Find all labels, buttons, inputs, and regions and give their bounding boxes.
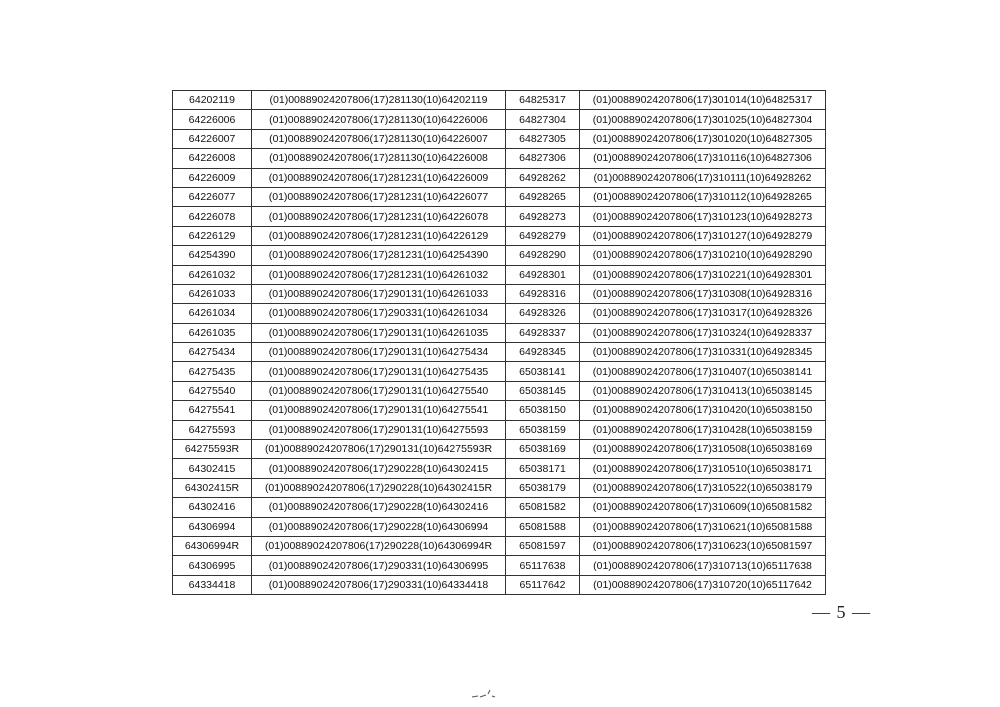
udi-code-right: (01)00889024207806(17)310317(10)64928326 <box>580 304 826 323</box>
item-number-left: 64254390 <box>173 246 252 265</box>
udi-code-left: (01)00889024207806(17)281231(10)64226077 <box>252 187 506 206</box>
table-row <box>173 575 826 594</box>
item-number-left: 64226006 <box>173 110 252 129</box>
udi-code-right: (01)00889024207806(17)310420(10)65038150 <box>580 401 826 420</box>
item-number-left: 64261035 <box>173 323 252 342</box>
item-number-right: 64928290 <box>506 246 580 265</box>
udi-code-right: (01)00889024207806(17)310331(10)64928345 <box>580 343 826 362</box>
table-row <box>173 187 826 206</box>
item-number-left: 64334418 <box>173 575 252 594</box>
table-row <box>173 284 826 303</box>
udi-code-right: (01)00889024207806(17)310324(10)64928337 <box>580 323 826 342</box>
item-number-right: 65117638 <box>506 556 580 575</box>
item-number-left: 64275593 <box>173 420 252 439</box>
item-number-left: 64306994 <box>173 517 252 536</box>
item-number-left: 64226077 <box>173 187 252 206</box>
table-row <box>173 226 826 245</box>
table-row <box>173 498 826 517</box>
udi-code-right: (01)00889024207806(17)310623(10)65081597 <box>580 536 826 555</box>
item-number-left: 64302415R <box>173 478 252 497</box>
item-number-right: 65117642 <box>506 575 580 594</box>
item-number-right: 64928279 <box>506 226 580 245</box>
table-row <box>173 129 826 148</box>
udi-code-left: (01)00889024207806(17)281130(10)64226007 <box>252 129 506 148</box>
item-number-right: 64827304 <box>506 110 580 129</box>
udi-code-left: (01)00889024207806(17)290228(10)64302415R <box>252 478 506 497</box>
udi-code-right: (01)00889024207806(17)310508(10)65038169 <box>580 440 826 459</box>
udi-code-right: (01)00889024207806(17)310428(10)65038159 <box>580 420 826 439</box>
table-row <box>173 517 826 536</box>
udi-code-right: (01)00889024207806(17)310713(10)65117638 <box>580 556 826 575</box>
item-number-right: 64928345 <box>506 343 580 362</box>
udi-code-right: (01)00889024207806(17)310221(10)64928301 <box>580 265 826 284</box>
udi-code-left: (01)00889024207806(17)281231(10)64261032 <box>252 265 506 284</box>
udi-code-right: (01)00889024207806(17)310621(10)65081588 <box>580 517 826 536</box>
udi-code-left: (01)00889024207806(17)281231(10)64226078 <box>252 207 506 226</box>
item-number-right: 65081588 <box>506 517 580 536</box>
udi-code-left: (01)00889024207806(17)290131(10)64275435 <box>252 362 506 381</box>
table-row <box>173 478 826 497</box>
udi-code-left: (01)00889024207806(17)281130(10)64226008 <box>252 149 506 168</box>
table-row <box>173 440 826 459</box>
udi-code-left: (01)00889024207806(17)290131(10)64261033 <box>252 284 506 303</box>
item-number-right: 65038179 <box>506 478 580 497</box>
item-number-right: 64827305 <box>506 129 580 148</box>
item-number-right: 64827306 <box>506 149 580 168</box>
item-number-right: 64928316 <box>506 284 580 303</box>
item-number-left: 64226008 <box>173 149 252 168</box>
table-row <box>173 304 826 323</box>
item-number-left: 64275593R <box>173 440 252 459</box>
udi-code-right: (01)00889024207806(17)310720(10)65117642 <box>580 575 826 594</box>
item-number-right: 65038150 <box>506 401 580 420</box>
item-number-right: 65038141 <box>506 362 580 381</box>
page-number: — 5 — <box>812 602 871 622</box>
item-number-right: 65038169 <box>506 440 580 459</box>
item-number-right: 64928326 <box>506 304 580 323</box>
udi-code-left: (01)00889024207806(17)281130(10)64226006 <box>252 110 506 129</box>
udi-code-left: (01)00889024207806(17)290131(10)64275434 <box>252 343 506 362</box>
table-row <box>173 91 826 110</box>
udi-code-right: (01)00889024207806(17)310413(10)65038145 <box>580 381 826 400</box>
udi-code-right: (01)00889024207806(17)310609(10)65081582 <box>580 498 826 517</box>
udi-code-left: (01)00889024207806(17)290228(10)64306994R <box>252 536 506 555</box>
table-row <box>173 323 826 342</box>
table-row <box>173 168 826 187</box>
table-row <box>173 459 826 478</box>
product-code-table <box>172 90 826 595</box>
udi-code-left: (01)00889024207806(17)290228(10)64302415 <box>252 459 506 478</box>
udi-code-right: (01)00889024207806(17)310112(10)64928265 <box>580 187 826 206</box>
item-number-left: 64302416 <box>173 498 252 517</box>
item-number-right: 64928273 <box>506 207 580 226</box>
table-row <box>173 110 826 129</box>
table-row <box>173 556 826 575</box>
item-number-right: 64928337 <box>506 323 580 342</box>
scan-smudge-mark <box>468 688 498 700</box>
udi-code-left: (01)00889024207806(17)290131(10)64275540 <box>252 381 506 400</box>
table-row <box>173 246 826 265</box>
table-row <box>173 149 826 168</box>
table-row <box>173 207 826 226</box>
item-number-right: 65081582 <box>506 498 580 517</box>
item-number-right: 64928301 <box>506 265 580 284</box>
item-number-left: 64261034 <box>173 304 252 323</box>
udi-code-right: (01)00889024207806(17)301014(10)64825317 <box>580 91 826 110</box>
item-number-left: 64275541 <box>173 401 252 420</box>
udi-code-right: (01)00889024207806(17)301025(10)64827304 <box>580 110 826 129</box>
udi-code-right: (01)00889024207806(17)310522(10)65038179 <box>580 478 826 497</box>
udi-code-right: (01)00889024207806(17)310510(10)65038171 <box>580 459 826 478</box>
udi-code-right: (01)00889024207806(17)310123(10)64928273 <box>580 207 826 226</box>
table-body <box>173 91 826 595</box>
item-number-right: 64928265 <box>506 187 580 206</box>
table-row <box>173 265 826 284</box>
item-number-left: 64275435 <box>173 362 252 381</box>
item-number-right: 65081597 <box>506 536 580 555</box>
udi-code-left: (01)00889024207806(17)281231(10)64254390 <box>252 246 506 265</box>
udi-code-left: (01)00889024207806(17)290131(10)64275541 <box>252 401 506 420</box>
item-number-left: 64261033 <box>173 284 252 303</box>
item-number-left: 64306995 <box>173 556 252 575</box>
udi-code-left: (01)00889024207806(17)290331(10)64261034 <box>252 304 506 323</box>
item-number-right: 65038159 <box>506 420 580 439</box>
udi-code-right: (01)00889024207806(17)310308(10)64928316 <box>580 284 826 303</box>
udi-code-right: (01)00889024207806(17)301020(10)64827305 <box>580 129 826 148</box>
udi-code-right: (01)00889024207806(17)310407(10)65038141 <box>580 362 826 381</box>
udi-code-left: (01)00889024207806(17)290331(10)64306995 <box>252 556 506 575</box>
item-number-left: 64306994R <box>173 536 252 555</box>
item-number-left: 64275434 <box>173 343 252 362</box>
udi-code-left: (01)00889024207806(17)290131(10)64275593R <box>252 440 506 459</box>
udi-code-left: (01)00889024207806(17)290228(10)64306994 <box>252 517 506 536</box>
item-number-left: 64275540 <box>173 381 252 400</box>
item-number-right: 65038145 <box>506 381 580 400</box>
udi-code-left: (01)00889024207806(17)290131(10)64261035 <box>252 323 506 342</box>
udi-code-right: (01)00889024207806(17)310210(10)64928290 <box>580 246 826 265</box>
udi-code-right: (01)00889024207806(17)310111(10)64928262 <box>580 168 826 187</box>
table-row <box>173 536 826 555</box>
udi-code-left: (01)00889024207806(17)290131(10)64275593 <box>252 420 506 439</box>
udi-code-left: (01)00889024207806(17)290331(10)64334418 <box>252 575 506 594</box>
item-number-left: 64302415 <box>173 459 252 478</box>
udi-code-right: (01)00889024207806(17)310127(10)64928279 <box>580 226 826 245</box>
table-row <box>173 381 826 400</box>
item-number-right: 64825317 <box>506 91 580 110</box>
udi-code-left: (01)00889024207806(17)281231(10)64226009 <box>252 168 506 187</box>
item-number-left: 64226078 <box>173 207 252 226</box>
table-row <box>173 401 826 420</box>
udi-code-left: (01)00889024207806(17)281130(10)64202119 <box>252 91 506 110</box>
udi-code-right: (01)00889024207806(17)310116(10)64827306 <box>580 149 826 168</box>
item-number-left: 64226009 <box>173 168 252 187</box>
table-row <box>173 343 826 362</box>
item-number-left: 64202119 <box>173 91 252 110</box>
item-number-left: 64261032 <box>173 265 252 284</box>
udi-code-left: (01)00889024207806(17)281231(10)64226129 <box>252 226 506 245</box>
item-number-right: 65038171 <box>506 459 580 478</box>
udi-code-left: (01)00889024207806(17)290228(10)64302416 <box>252 498 506 517</box>
item-number-right: 64928262 <box>506 168 580 187</box>
item-number-left: 64226007 <box>173 129 252 148</box>
item-number-left: 64226129 <box>173 226 252 245</box>
table-row <box>173 362 826 381</box>
table-row <box>173 420 826 439</box>
